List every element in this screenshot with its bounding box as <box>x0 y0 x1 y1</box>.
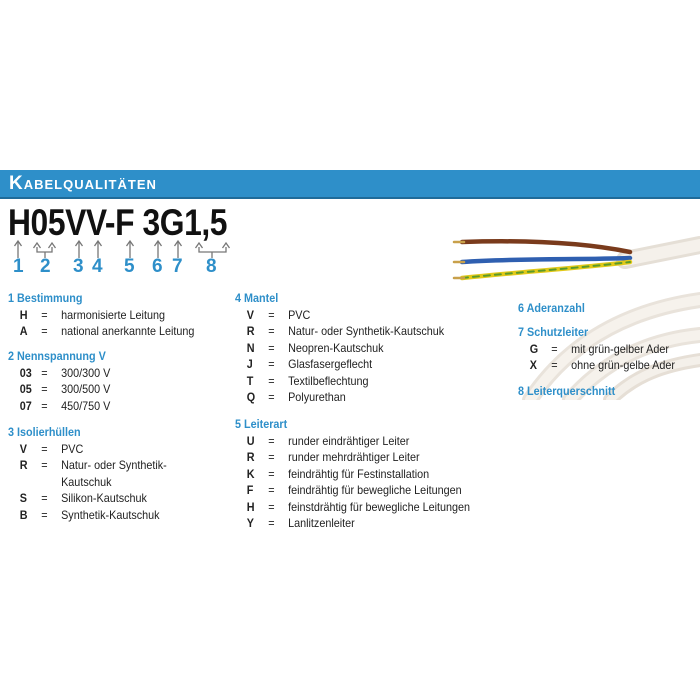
list-item: U = runder eindrähtiger Leiter <box>246 433 410 448</box>
section-title: 4 Mantel <box>235 291 279 305</box>
list-item: Q = Polyurethan <box>246 390 346 404</box>
section-schutzleiter <box>518 324 692 374</box>
list-item: 07 = 450/750 V <box>19 398 111 413</box>
list-item: R = runder mehrdrähtiger Leiter <box>246 450 420 464</box>
section-title: 2 Nennspannung V <box>8 349 106 363</box>
list-item: N = Neopren-Kautschuk <box>246 340 384 355</box>
section-title: 6 Aderanzahl <box>518 301 585 315</box>
list-item: V = PVC <box>246 307 311 322</box>
code-arrows <box>0 238 240 260</box>
list-item: T = Textilbeflechtung <box>246 373 369 388</box>
section-title: 8 Leiterquerschnitt <box>518 384 616 398</box>
list-item: S = Silikon-Kautschuk <box>19 491 147 505</box>
list-item: F = feindrähtig für bewegliche Leitungen <box>246 483 462 497</box>
position-number: 3 <box>73 256 84 277</box>
list-item: H = feinstdrähtig für bewegliche Leitungen <box>246 499 471 514</box>
list-item: B = Synthetik-Kautschuk <box>19 507 160 522</box>
list-item: 03 = 300/300 V <box>19 365 111 380</box>
position-number: 4 <box>92 256 103 277</box>
list-item: A = national anerkannte Leitung <box>19 324 195 338</box>
list-item: R = Natur- oder Synthetik- <box>19 458 167 472</box>
section-title: 3 Isolierhüllen <box>8 425 81 439</box>
list-item: X = ohne grün-gelbe Ader <box>529 358 675 372</box>
list-item: V = PVC <box>19 441 84 456</box>
section-title: 1 Bestimmung <box>8 291 83 305</box>
list-item: R = Natur- oder Synthetik-Kautschuk <box>246 324 445 338</box>
list-item: Kautschuk <box>61 474 112 489</box>
list-item: J = Glasfasergeflecht <box>246 357 373 371</box>
position-number: 5 <box>124 256 135 277</box>
header-banner <box>0 170 700 199</box>
section-title: 5 Leiterart <box>235 417 288 431</box>
section-leiterart <box>235 416 496 532</box>
cable-code: H05VV-F 3G1,5 <box>8 202 228 243</box>
position-number: 1 <box>13 256 24 277</box>
list-item: H = harmonisierte Leitung <box>19 307 165 322</box>
page-title: Kabelqualitäten <box>9 173 157 194</box>
section-mantel <box>235 290 467 406</box>
position-number: 8 <box>206 256 217 277</box>
section-aderanzahl <box>518 300 592 317</box>
list-item: Y = Lanlitzenleiter <box>246 516 355 530</box>
list-item: K = feindrähtig für Festinstallation <box>246 466 430 481</box>
section-nennspannung <box>8 348 122 414</box>
section-bestimmung <box>8 290 215 340</box>
section-title: 7 Schutzleiter <box>518 325 589 339</box>
position-number: 6 <box>152 256 163 277</box>
list-item: G = mit grün-gelber Ader <box>529 341 669 356</box>
section-isolierhuellen <box>8 424 184 523</box>
section-leiterquerschnitt <box>518 383 626 400</box>
position-number: 2 <box>40 256 51 277</box>
list-item: 05 = 300/500 V <box>19 382 111 396</box>
position-number: 7 <box>172 256 183 277</box>
